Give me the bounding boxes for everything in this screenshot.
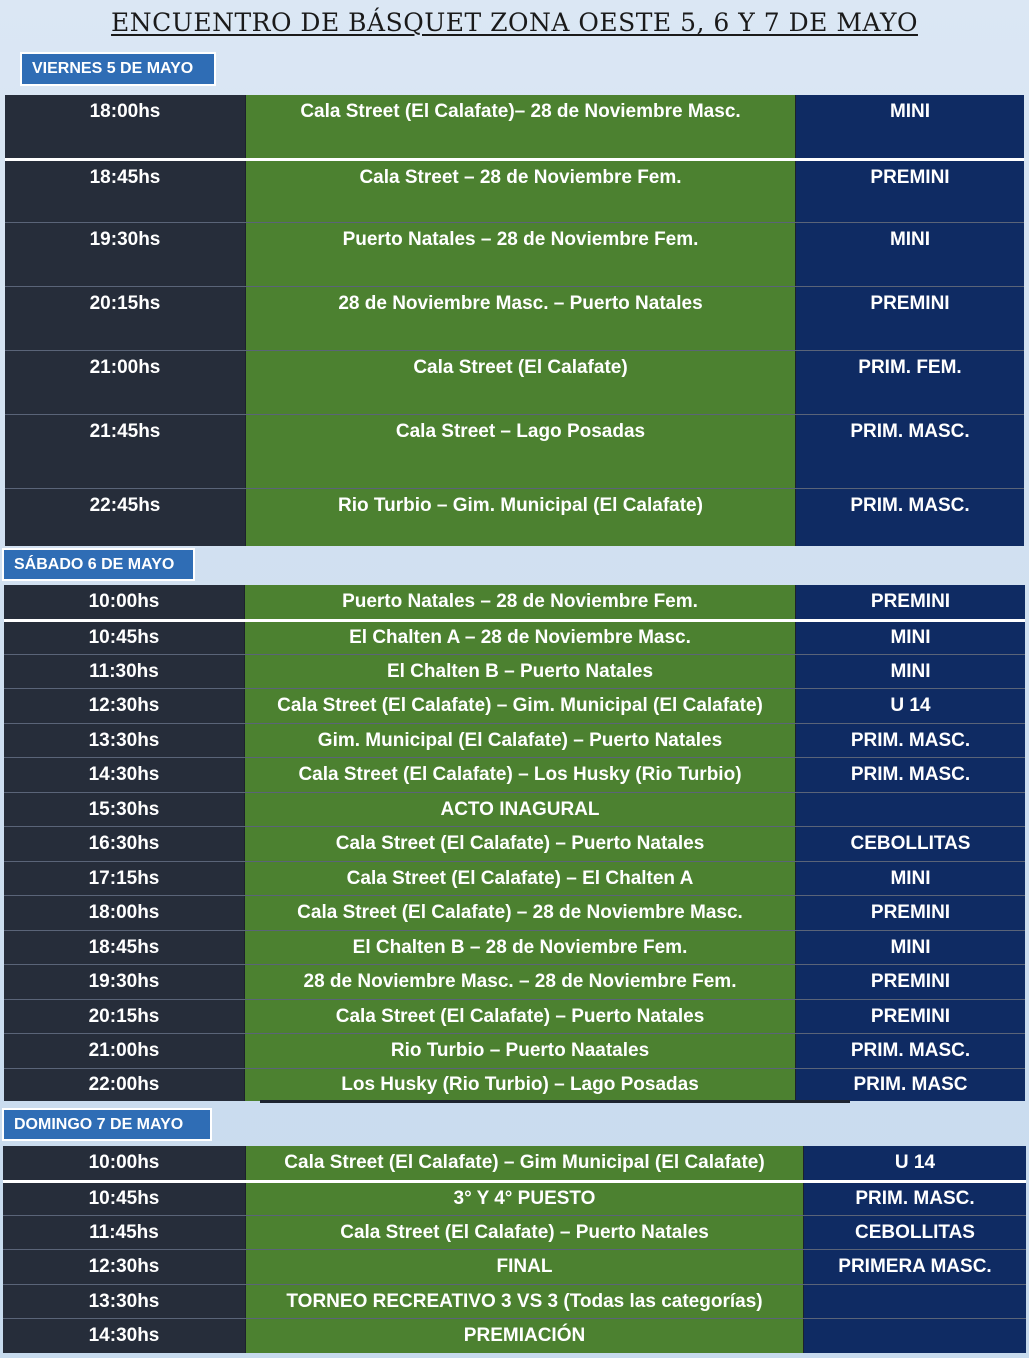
category-cell bbox=[804, 1285, 1026, 1318]
table-row bbox=[3, 1180, 1026, 1215]
time-cell: 10:00hs bbox=[4, 585, 245, 619]
time-cell: 18:00hs bbox=[4, 896, 245, 930]
table-row bbox=[4, 964, 1025, 999]
match-cell: 28 de Noviembre Masc. – 28 de Noviembre Fem. bbox=[245, 965, 796, 999]
category-cell bbox=[796, 793, 1025, 826]
category-cell: CEBOLLITAS bbox=[796, 827, 1025, 861]
schedule-table-saturday bbox=[4, 585, 1025, 1101]
table-row bbox=[4, 1068, 1025, 1101]
time-cell: 20:15hs bbox=[4, 1000, 245, 1033]
match-cell: FINAL bbox=[246, 1250, 804, 1284]
time-cell: 20:15hs bbox=[5, 287, 246, 350]
match-cell: Cala Street (El Calafate) – Gim Municipal (El Calafate) bbox=[246, 1146, 804, 1180]
category-cell: MINI bbox=[796, 223, 1024, 286]
match-cell: Cala Street (El Calafate) – Puerto Natales bbox=[245, 1000, 796, 1033]
category-cell: PRIM. MASC. bbox=[796, 489, 1024, 546]
time-cell: 21:00hs bbox=[5, 351, 246, 414]
match-cell: Cala Street – Lago Posadas bbox=[246, 415, 796, 488]
match-cell: PREMIACIÓN bbox=[246, 1319, 804, 1353]
divider-line bbox=[260, 1100, 850, 1103]
match-cell: Rio Turbio – Puerto Naatales bbox=[245, 1034, 796, 1068]
match-cell: El Chalten B – 28 de Noviembre Fem. bbox=[245, 931, 796, 964]
category-cell: PRIM. MASC. bbox=[804, 1183, 1026, 1215]
table-row bbox=[4, 895, 1025, 930]
category-cell: MINI bbox=[796, 622, 1025, 654]
table-row bbox=[5, 158, 1024, 222]
time-cell: 12:30hs bbox=[3, 1250, 246, 1284]
match-cell: Puerto Natales – 28 de Noviembre Fem. bbox=[246, 223, 796, 286]
match-cell: Cala Street (El Calafate) – Puerto Natales bbox=[246, 1216, 804, 1249]
table-row bbox=[4, 723, 1025, 757]
match-cell: Cala Street (El Calafate) – Puerto Natales bbox=[245, 827, 796, 861]
category-cell: PREMINI bbox=[796, 965, 1025, 999]
time-cell: 19:30hs bbox=[5, 223, 246, 286]
category-cell: U 14 bbox=[796, 689, 1025, 723]
category-cell: MINI bbox=[796, 95, 1024, 158]
match-cell: Cala Street – 28 de Noviembre Fem. bbox=[246, 161, 796, 222]
table-row bbox=[3, 1284, 1026, 1318]
time-cell: 18:00hs bbox=[5, 95, 246, 158]
category-cell: PREMINI bbox=[796, 585, 1025, 619]
page-title-text: ENCUENTRO DE BÁSQUET ZONA OESTE 5, 6 Y 7 DE MAYO bbox=[111, 8, 918, 37]
time-cell: 13:30hs bbox=[4, 724, 245, 757]
category-cell: CEBOLLITAS bbox=[804, 1216, 1026, 1249]
match-cell: Rio Turbio – Gim. Municipal (El Calafate) bbox=[246, 489, 796, 546]
day-label-sunday: DOMINGO 7 DE MAYO bbox=[2, 1108, 212, 1141]
table-row bbox=[3, 1215, 1026, 1249]
category-cell: PRIM. MASC. bbox=[796, 415, 1024, 488]
time-cell: 13:30hs bbox=[3, 1285, 246, 1318]
time-cell: 10:45hs bbox=[3, 1183, 246, 1215]
table-row bbox=[4, 792, 1025, 826]
match-cell: Cala Street (El Calafate)– 28 de Noviembre Masc. bbox=[246, 95, 796, 158]
match-cell: 28 de Noviembre Masc. – Puerto Natales bbox=[246, 287, 796, 350]
match-cell: Puerto Natales – 28 de Noviembre Fem. bbox=[245, 585, 796, 619]
time-cell: 21:45hs bbox=[5, 415, 246, 488]
category-cell: PREMINI bbox=[796, 161, 1024, 222]
match-cell: ACTO INAGURAL bbox=[245, 793, 796, 826]
page-title bbox=[0, 8, 1029, 37]
table-row bbox=[4, 861, 1025, 895]
table-row bbox=[3, 1146, 1026, 1180]
category-cell: PREMINI bbox=[796, 287, 1024, 350]
category-cell: PRIM. MASC bbox=[796, 1069, 1025, 1101]
time-cell: 15:30hs bbox=[4, 793, 245, 826]
match-cell: Cala Street (El Calafate) – Los Husky (Rio Turbio) bbox=[245, 758, 796, 792]
category-cell: PRIM. MASC. bbox=[796, 1034, 1025, 1068]
table-row bbox=[4, 930, 1025, 964]
category-cell: MINI bbox=[796, 931, 1025, 964]
schedule-table-sunday bbox=[3, 1146, 1026, 1353]
time-cell: 16:30hs bbox=[4, 827, 245, 861]
time-cell: 12:30hs bbox=[4, 689, 245, 723]
match-cell: Cala Street (El Calafate) – 28 de Noviembre Masc. bbox=[245, 896, 796, 930]
time-cell: 19:30hs bbox=[4, 965, 245, 999]
category-cell bbox=[804, 1319, 1026, 1353]
table-row bbox=[4, 654, 1025, 688]
table-row bbox=[3, 1249, 1026, 1284]
time-cell: 14:30hs bbox=[4, 758, 245, 792]
day-label-saturday: SÁBADO 6 DE MAYO bbox=[2, 548, 195, 581]
category-cell: PRIM. FEM. bbox=[796, 351, 1024, 414]
category-cell: PRIM. MASC. bbox=[796, 758, 1025, 792]
category-cell: PREMINI bbox=[796, 1000, 1025, 1033]
table-row bbox=[4, 826, 1025, 861]
table-row bbox=[5, 222, 1024, 286]
category-cell: PRIMERA MASC. bbox=[804, 1250, 1026, 1284]
time-cell: 10:00hs bbox=[3, 1146, 246, 1180]
time-cell: 10:45hs bbox=[4, 622, 245, 654]
category-cell: MINI bbox=[796, 862, 1025, 895]
table-row bbox=[4, 619, 1025, 654]
table-row bbox=[5, 95, 1024, 158]
match-cell: Cala Street (El Calafate) – Gim. Municipal (El Calafate) bbox=[245, 689, 796, 723]
match-cell: 3° Y 4° PUESTO bbox=[246, 1183, 804, 1215]
match-cell: El Chalten A – 28 de Noviembre Masc. bbox=[245, 622, 796, 654]
time-cell: 17:15hs bbox=[4, 862, 245, 895]
time-cell: 22:00hs bbox=[4, 1069, 245, 1101]
category-cell: PREMINI bbox=[796, 896, 1025, 930]
time-cell: 21:00hs bbox=[4, 1034, 245, 1068]
time-cell: 11:30hs bbox=[4, 655, 245, 688]
table-row bbox=[5, 414, 1024, 488]
day-label-friday: VIERNES 5 DE MAYO bbox=[20, 52, 216, 86]
time-cell: 22:45hs bbox=[5, 489, 246, 546]
table-row bbox=[4, 585, 1025, 619]
table-row bbox=[3, 1318, 1026, 1353]
table-row bbox=[5, 350, 1024, 414]
category-cell: MINI bbox=[796, 655, 1025, 688]
time-cell: 18:45hs bbox=[5, 161, 246, 222]
match-cell: Gim. Municipal (El Calafate) – Puerto Natales bbox=[245, 724, 796, 757]
table-row bbox=[5, 488, 1024, 546]
match-cell: Cala Street (El Calafate) – El Chalten A bbox=[245, 862, 796, 895]
category-cell: U 14 bbox=[804, 1146, 1026, 1180]
schedule-table-friday bbox=[5, 95, 1024, 546]
time-cell: 14:30hs bbox=[3, 1319, 246, 1353]
match-cell: Los Husky (Rio Turbio) – Lago Posadas bbox=[245, 1069, 796, 1101]
match-cell: Cala Street (El Calafate) bbox=[246, 351, 796, 414]
table-row bbox=[5, 286, 1024, 350]
time-cell: 11:45hs bbox=[3, 1216, 246, 1249]
table-row bbox=[4, 757, 1025, 792]
match-cell: El Chalten B – Puerto Natales bbox=[245, 655, 796, 688]
table-row bbox=[4, 688, 1025, 723]
match-cell: TORNEO RECREATIVO 3 VS 3 (Todas las categorías) bbox=[246, 1285, 804, 1318]
table-row bbox=[4, 1033, 1025, 1068]
table-row bbox=[4, 999, 1025, 1033]
category-cell: PRIM. MASC. bbox=[796, 724, 1025, 757]
time-cell: 18:45hs bbox=[4, 931, 245, 964]
